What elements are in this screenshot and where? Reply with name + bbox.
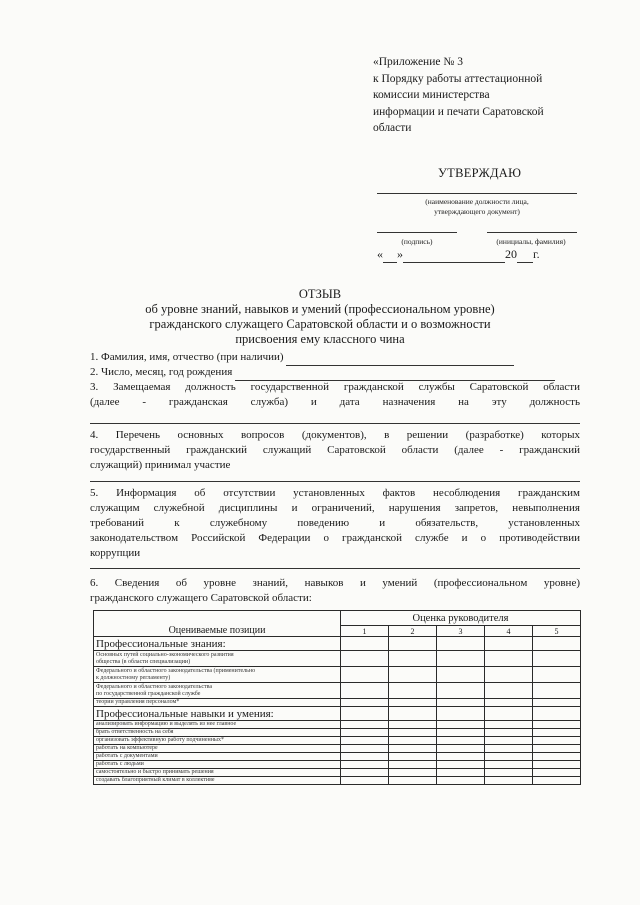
score-cell-5[interactable] xyxy=(533,699,581,707)
score-cell-3[interactable] xyxy=(437,683,485,699)
item-skills-line-1: 6. Сведения об уровне знаний, навыков и умений (профессиональном уровне) xyxy=(90,577,580,589)
score-cell-5[interactable] xyxy=(533,729,581,737)
score-cell-2[interactable] xyxy=(389,769,437,777)
score-cell-1[interactable] xyxy=(341,745,389,753)
signature-caption: (подпись) xyxy=(401,237,433,246)
item-position-line-1: 3. Замещаемая должность государственной гражданской службы Саратовской области xyxy=(90,381,580,393)
item-full-name xyxy=(90,350,580,366)
item-skills-line-2: гражданского служащего Саратовской области: xyxy=(90,592,312,604)
score-cell-5[interactable] xyxy=(533,737,581,745)
score-cell-4[interactable] xyxy=(485,745,533,753)
assessed-position-text: по государственной гражданской службе xyxy=(96,690,201,697)
score-number: 5 xyxy=(533,626,581,637)
approve-title: УТВЕРЖДАЮ xyxy=(438,166,522,180)
assessed-position-label xyxy=(94,761,341,769)
score-cell-2[interactable] xyxy=(389,753,437,761)
section-row xyxy=(94,707,581,721)
score-cell-2[interactable] xyxy=(389,737,437,745)
assessed-position-label xyxy=(94,651,341,667)
score-cell-3[interactable] xyxy=(437,761,485,769)
score-cell-2[interactable] xyxy=(389,667,437,683)
item-issues-line-3: служащий) принимал участие xyxy=(90,459,231,471)
assessed-position-text: Федерального и областного законодательства (применительно xyxy=(96,667,256,674)
score-cell-4[interactable] xyxy=(485,667,533,683)
assessed-position-text: к должностному регламенту) xyxy=(96,674,171,681)
assessed-position-label xyxy=(94,683,341,699)
score-number: 3 xyxy=(437,626,485,637)
score-cell-3[interactable] xyxy=(437,777,485,785)
score-cell-5[interactable] xyxy=(533,721,581,729)
score-cell-5[interactable] xyxy=(533,769,581,777)
score-cell-5[interactable] xyxy=(533,761,581,769)
assessed-position-label xyxy=(94,667,341,683)
assessed-position-text: Федерального и областного законодательства xyxy=(96,683,213,690)
score-cell-3[interactable] xyxy=(437,729,485,737)
item-position-line-2: (далее - гражданская служба) и дата назначения на эту должность xyxy=(90,396,580,408)
item-issues-line-2: государственный гражданский служащий Саратовской области (далее - гражданский xyxy=(90,444,580,456)
assessed-position-text: работать с людьми xyxy=(96,761,144,767)
table-row xyxy=(94,745,581,753)
score-cell-1[interactable] xyxy=(341,777,389,785)
assessed-position-text: теории управления персоналом* xyxy=(96,699,180,705)
table-row xyxy=(94,777,581,785)
assessed-position-label xyxy=(94,737,341,745)
document-subtitle-1: об уровне знаний, навыков и умений (профессиональном уровне) xyxy=(145,302,495,316)
assessed-position-label xyxy=(94,745,341,753)
item-violations-line-5: коррупции xyxy=(90,547,141,559)
score-cell-1[interactable] xyxy=(341,721,389,729)
score-cell-3[interactable] xyxy=(437,737,485,745)
approve-date xyxy=(377,247,540,263)
full-name-field[interactable] xyxy=(286,350,514,366)
day-blank xyxy=(383,247,397,263)
score-cell-1[interactable] xyxy=(341,683,389,699)
score-cell-2[interactable] xyxy=(389,745,437,753)
assessed-position-text: создавать благоприятный климат в коллективе xyxy=(96,777,215,783)
score-cell-3[interactable] xyxy=(437,651,485,667)
score-cell-2[interactable] xyxy=(389,683,437,699)
assessed-position-text: брать ответственность на себя xyxy=(96,729,174,735)
score-cell-5[interactable] xyxy=(533,777,581,785)
table-row xyxy=(94,683,581,699)
score-cell-4[interactable] xyxy=(485,651,533,667)
date-close-quote: » xyxy=(397,247,403,261)
document-subtitle-2: гражданского служащего Саратовской области и о возможности xyxy=(149,317,491,331)
assessed-position-text: общества (в области специализации) xyxy=(96,658,191,665)
score-cell-2[interactable] xyxy=(389,729,437,737)
appendix-line: комиссии министерства xyxy=(373,89,490,101)
table-row xyxy=(94,769,581,777)
score-cell-2[interactable] xyxy=(389,721,437,729)
table-row xyxy=(94,761,581,769)
appendix-line: к Порядку работы аттестационной xyxy=(373,72,543,85)
table-row xyxy=(94,737,581,745)
score-cell-1[interactable] xyxy=(341,699,389,707)
item-violations-line-1: 5. Информация об отсутствии установленных фактов несоблюдения гражданским xyxy=(90,487,580,499)
name-line xyxy=(487,232,577,233)
assessed-position-label xyxy=(94,769,341,777)
score-cell-1[interactable] xyxy=(341,769,389,777)
score-cell-4[interactable] xyxy=(485,761,533,769)
score-cell-2[interactable] xyxy=(389,651,437,667)
table-row xyxy=(94,667,581,683)
assessed-position-text: работать на компьютере xyxy=(96,745,158,751)
assessment-table xyxy=(93,610,581,785)
assessed-position-text: анализировать информацию и выделять из нее главное xyxy=(96,721,237,727)
birth-date-field[interactable] xyxy=(235,365,555,381)
score-cell-4[interactable] xyxy=(485,721,533,729)
assessed-position-text: организовать эффективную работу подчиненных* xyxy=(96,737,224,743)
col-positions-header: Оцениваемые позиции xyxy=(94,611,341,637)
section-row xyxy=(94,637,581,651)
position-caption-2: утверждающего документ) xyxy=(434,207,520,216)
position-caption-1: (наименование должности лица, xyxy=(425,197,529,206)
table-row xyxy=(94,651,581,667)
score-cell-4[interactable] xyxy=(485,699,533,707)
score-cell-5[interactable] xyxy=(533,683,581,699)
assessed-position-label xyxy=(94,777,341,785)
table-row xyxy=(94,729,581,737)
score-cell-1[interactable] xyxy=(341,737,389,745)
table-row xyxy=(94,753,581,761)
score-cell-4[interactable] xyxy=(485,683,533,699)
year-blank xyxy=(517,247,533,263)
position-line xyxy=(377,193,577,194)
score-cell-4[interactable] xyxy=(485,769,533,777)
assessed-position-text: работать с документами xyxy=(96,753,158,759)
table-header-row xyxy=(94,611,581,626)
score-cell-1[interactable] xyxy=(341,753,389,761)
appendix-line: «Приложение № 3 xyxy=(373,56,463,68)
date-suffix: г. xyxy=(533,247,540,261)
assessed-position-label xyxy=(94,753,341,761)
item-full-name-label: 1. Фамилия, имя, отчество (при наличии) xyxy=(90,351,284,363)
appendix-line: области xyxy=(373,122,412,134)
score-cell-1[interactable] xyxy=(341,651,389,667)
score-cell-1[interactable] xyxy=(341,761,389,769)
document-title: ОТЗЫВ xyxy=(298,287,342,301)
score-cell-3[interactable] xyxy=(437,667,485,683)
score-cell-4[interactable] xyxy=(485,753,533,761)
section-knowledge-title: Профессиональные знания: xyxy=(94,637,341,651)
item-issues-line-1: 4. Перечень основных вопросов (документов), в решении (разработке) которых xyxy=(90,429,580,441)
month-blank xyxy=(403,247,505,263)
assessed-position-label xyxy=(94,699,341,707)
score-cell-4[interactable] xyxy=(485,777,533,785)
table-row xyxy=(94,721,581,729)
document-subtitle-3: присвоения ему классного чина xyxy=(235,332,405,346)
item-violations-line-2: служащим служебной дисциплины и ограничений, нарушения запретов, невыполнения xyxy=(90,502,580,514)
assessed-position-text: самостоятельно и быстро принимать решения xyxy=(96,769,214,775)
item-violations-line-3: требований к служебному поведению и обязательств, установленных xyxy=(90,517,580,529)
score-number: 2 xyxy=(389,626,437,637)
score-cell-3[interactable] xyxy=(437,699,485,707)
knowledge-rows xyxy=(94,651,581,707)
score-cell-4[interactable] xyxy=(485,729,533,737)
position-field-line[interactable] xyxy=(90,423,580,424)
skills-rows xyxy=(94,721,581,785)
score-cell-5[interactable] xyxy=(533,753,581,761)
score-cell-1[interactable] xyxy=(341,667,389,683)
score-cell-3[interactable] xyxy=(437,769,485,777)
score-cell-4[interactable] xyxy=(485,737,533,745)
score-cell-3[interactable] xyxy=(437,745,485,753)
issues-field-line[interactable] xyxy=(90,481,580,482)
date-open-quote: « xyxy=(377,247,383,261)
appendix-block xyxy=(373,54,603,137)
date-year: 20 xyxy=(505,247,517,261)
score-cell-3[interactable] xyxy=(437,753,485,761)
item-birth-date-label: 2. Число, месяц, год рождения xyxy=(90,366,233,378)
score-cell-5[interactable] xyxy=(533,651,581,667)
section-skills-title: Профессиональные навыки и умения: xyxy=(94,707,341,721)
score-number: 4 xyxy=(485,626,533,637)
score-cell-2[interactable] xyxy=(389,699,437,707)
score-cell-5[interactable] xyxy=(533,745,581,753)
score-cell-5[interactable] xyxy=(533,667,581,683)
assessed-position-text: Основных путей социально-экономического развития xyxy=(96,651,234,658)
violations-field-line[interactable] xyxy=(90,568,580,569)
appendix-line: информации и печати Саратовской xyxy=(373,105,544,118)
score-cell-1[interactable] xyxy=(341,729,389,737)
item-birth-date xyxy=(90,365,580,381)
item-violations-line-4: законодательством Российской Федерации о гражданской службе и о противодействии xyxy=(90,532,580,544)
col-score-header: Оценка руководителя xyxy=(341,611,581,626)
assessed-position-label xyxy=(94,721,341,729)
score-cell-2[interactable] xyxy=(389,777,437,785)
assessed-position-label xyxy=(94,729,341,737)
signature-line xyxy=(377,232,457,233)
score-cell-3[interactable] xyxy=(437,721,485,729)
score-number: 1 xyxy=(341,626,389,637)
name-caption: (инициалы, фамилия) xyxy=(496,237,566,246)
score-cell-2[interactable] xyxy=(389,761,437,769)
table-row xyxy=(94,699,581,707)
